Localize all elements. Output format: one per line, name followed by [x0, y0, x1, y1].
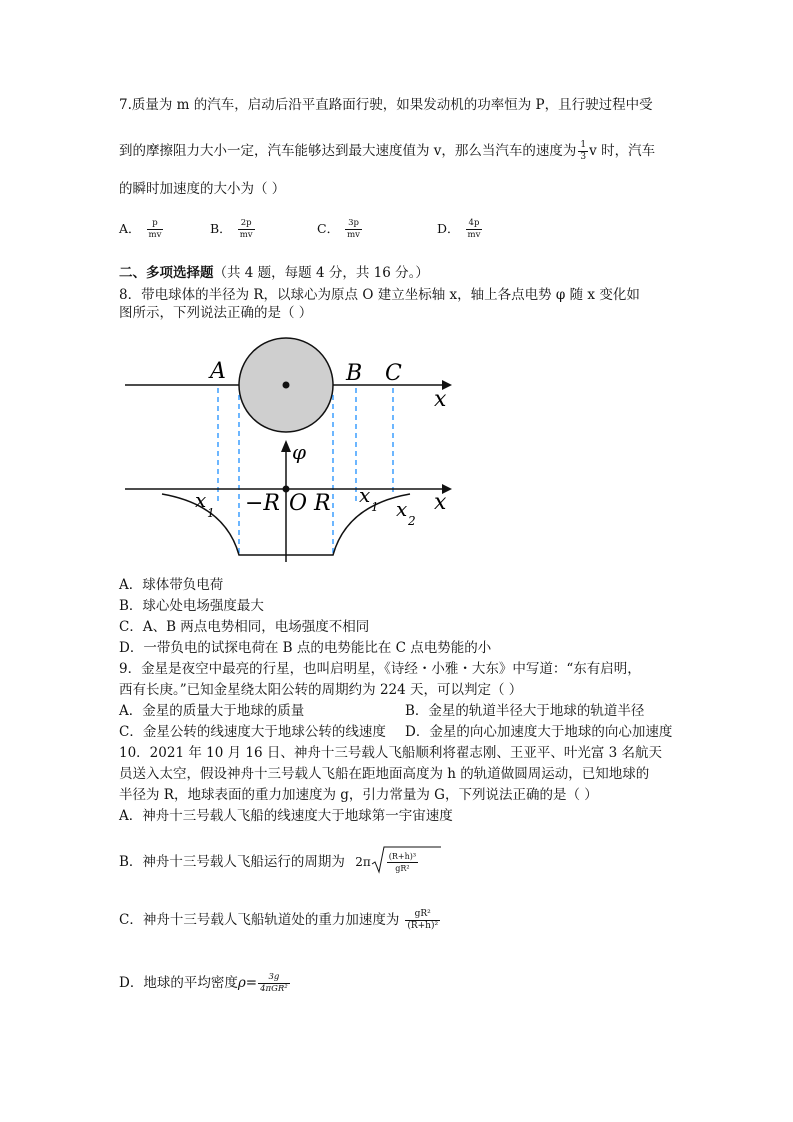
label-C: C: [385, 361, 402, 386]
label-x-bottom: x: [434, 490, 447, 515]
q9-option-d: D．金星的向心加速度大于地球的向心加速度: [405, 724, 673, 740]
q7-option-b: B． $\frac{2p}{mv}$: [210, 218, 253, 240]
q9-option-c: C．金星公转的线速度大于地球公转的线速度: [119, 724, 386, 740]
label-x-top: x: [434, 387, 447, 412]
q9-option-b: B．金星的轨道半径大于地球的轨道半径: [405, 703, 645, 719]
q7-fraction: $\frac{1}{3}$: [580, 140, 587, 162]
label-x2-sub: 2: [408, 514, 416, 528]
phi-axis-arrow-icon: [281, 440, 291, 452]
label-R: R: [314, 491, 331, 516]
q8-option-a: A．球体带负电荷: [119, 577, 224, 593]
label-B: B: [346, 361, 363, 386]
q7-line3: 的瞬时加速度的大小为（ ）: [119, 181, 286, 197]
q10-line3: 半径为 R，地球表面的重力加速度为 g，引力常量为 G，下列说法正确的是（ ）: [119, 787, 598, 803]
sphere-center-dot: [283, 382, 290, 389]
q7-line2-b: v 时，汽车: [589, 143, 656, 159]
label-minusR: −R: [245, 491, 280, 516]
q7-option-c: C． $\frac{3p}{mv}$: [317, 218, 360, 240]
q10-option-d: D．地球的平均密度ρ= $\frac{3g}{\text{4πGR²}}$: [119, 972, 288, 994]
section-2-heading: 二、多项选择题（共 4 题，每题 4 分，共 16 分。）: [119, 265, 429, 281]
q8-option-b: B．球心处电场强度最大: [119, 598, 264, 614]
q10-option-b: B．神舟十三号载人飞船运行的周期为 2π $\frac{\text{(R+h)³}}{\text{gR²}}$: [119, 846, 418, 879]
q10-option-c: C．神舟十三号载人飞船轨道处的重力加速度为 $\frac{\text{gR²}}{\text{(R+h)²}}$: [119, 909, 439, 931]
label-x2: x: [396, 497, 408, 521]
label-A: A: [210, 359, 226, 384]
label-x1-right: x: [359, 483, 371, 507]
q9-option-a: A．金星的质量大于地球的质量: [119, 703, 305, 719]
q10-line1: 10．2021 年 10 月 16 日、神舟十三号载人飞船顺利将翟志刚、王亚平、叶光富 3 名航天: [119, 745, 663, 761]
label-O: O: [289, 491, 308, 516]
q7-option-d: D． $\frac{4p}{mv}$: [437, 218, 481, 240]
q10-option-a: A．神舟十三号载人飞船的线速度大于地球第一宇宙速度: [119, 808, 453, 824]
q8-option-d: D．一带负电的试探电荷在 B 点的电势能比在 C 点电势能的小: [119, 640, 492, 656]
label-phi: φ: [292, 440, 307, 464]
q8-line1: 8．带电球体的半径为 R，以球心为原点 O 建立坐标轴 x，轴上各点电势 φ 随 x 变化如: [119, 287, 640, 303]
label-x1-right-sub: 1: [371, 500, 379, 514]
q8-option-c: C．A、B 两点电势相同，电场强度不相同: [119, 619, 370, 635]
q7-option-a: A． $\frac{p}{mv}$: [119, 218, 162, 240]
q9-line1: 9．金星是夜空中最亮的行星，也叫启明星，《诗经・小雅・大东》中写道：“东有启明，: [119, 661, 641, 677]
label-x1-left-sub: 1: [207, 506, 215, 520]
q10-line2: 员送入太空，假设神舟十三号载人飞船在距地面高度为 h 的轨道做圆周运动，已知地球的: [119, 766, 650, 782]
q7-line1: 7.质量为 m 的汽车，启动后沿平直路面行驶，如果发动机的功率恒为 P，且行驶过程中受: [119, 97, 653, 113]
q9-line2: 西有长庚。”已知金星绕太阳公转的周期约为 224 天，可以判定（ ）: [119, 682, 523, 698]
label-x1-left: x: [195, 488, 207, 512]
q8-line2: 图所示，下列说法正确的是（ ）: [119, 305, 313, 321]
q7-line2-a: 到的摩擦阻力大小一定，汽车能够达到最大速度值为 v，那么当汽车的速度为: [119, 143, 577, 159]
